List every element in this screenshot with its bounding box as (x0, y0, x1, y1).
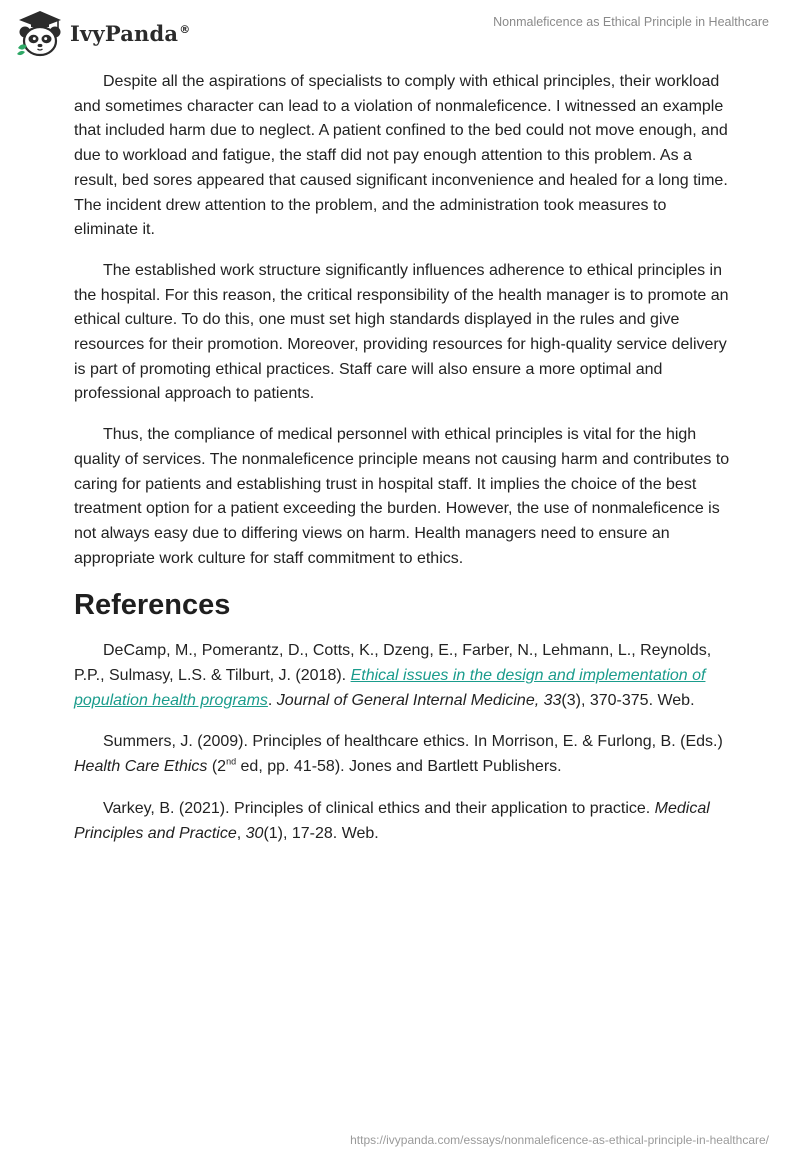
reference-details: ed, pp. 41-58). Jones and Bartlett Publishers. (236, 758, 562, 776)
body-paragraph: Despite all the aspirations of specialists to comply with ethical principles, their workload and sometimes character can lead to a violation of nonmaleficence. I witnessed an example that included harm due to neglect. A patient confined to the bed could not move enough, and due to workload and fatigue, the staff did not pay enough attention to this problem. As a result, bed sores appeared that caused significant inconvenience and healed for a long time. The incident drew attention to the problem, and the administration took measures to eliminate it. (74, 73, 728, 239)
essay-content (74, 70, 734, 863)
reference-item (74, 639, 734, 713)
reference-edition: (2 (207, 758, 227, 776)
ordinal-suffix: nd (226, 756, 237, 767)
panda-graduate-icon (14, 8, 66, 58)
body-paragraph: The established work structure significantly influences adherence to ethical principles in the hospital. For this reason, the critical responsibility of the health manager is to promote an ethical culture. To do this, one must set high standards displayed in the rules and give resources for their promotion. Moreover, providing resources for high-quality service delivery is part of promoting ethical practices. Staff care will also ensure a more optimal and professional approach to patients. (74, 261, 729, 403)
reference-details: (3), 370-375. Web. (561, 691, 695, 709)
references-heading: References (74, 589, 231, 622)
reference-journal: Journal of General Internal Medicine, 33 (276, 691, 562, 709)
document-title: Nonmaleficence as Ethical Principle in Healthcare (493, 15, 769, 29)
reference-item (74, 730, 734, 779)
reference-punct: . (267, 691, 277, 709)
registered-mark: ® (179, 22, 191, 36)
brand-name: IvyPanda® (70, 20, 191, 46)
source-url[interactable]: https://ivypanda.com/essays/nonmaleficence-as-ethical-principle-in-healthcare/ (350, 1133, 769, 1147)
reference-item (74, 797, 734, 846)
reference-authors: DeCamp, M., Pomerantz, D., Cotts, K., Dzeng, E., Farber, N., Lehmann, L., Reynolds, P.P., Sulmasy, L.S. & Tilburt, J. (2018). (74, 642, 712, 685)
brand-logo[interactable] (14, 8, 190, 58)
reference-journal: Medical Principles and Practice (74, 799, 710, 842)
reference-volume: 30 (245, 824, 264, 842)
reference-authors: Varkey, B. (2021). Principles of clinical ethics and their application to practice. (103, 799, 655, 817)
reference-punct: , (236, 824, 246, 842)
body-paragraph: Thus, the compliance of medical personnel with ethical principles is vital for the high quality of services. The nonmaleficence principle means not causing harm and contributes to caring for patients and establishing trust in hospital staff. It implies the choice of the best treatment option for a patient exceeding the burden. However, the use of nonmaleficence is not always easy due to differing views on harm. Health managers need to ensure an appropriate work culture for staff commitment to ethics. (74, 426, 730, 567)
reference-details: (1), 17-28. Web. (263, 824, 379, 842)
reference-authors: Summers, J. (2009). Principles of healthcare ethics. In Morrison, E. & Furlong, B. (Eds.) (103, 733, 723, 751)
page-header (0, 0, 800, 60)
reference-book-title: Health Care Ethics (74, 758, 208, 776)
reference-link[interactable]: Ethical issues in the design and implementation of population health programs (74, 667, 706, 709)
